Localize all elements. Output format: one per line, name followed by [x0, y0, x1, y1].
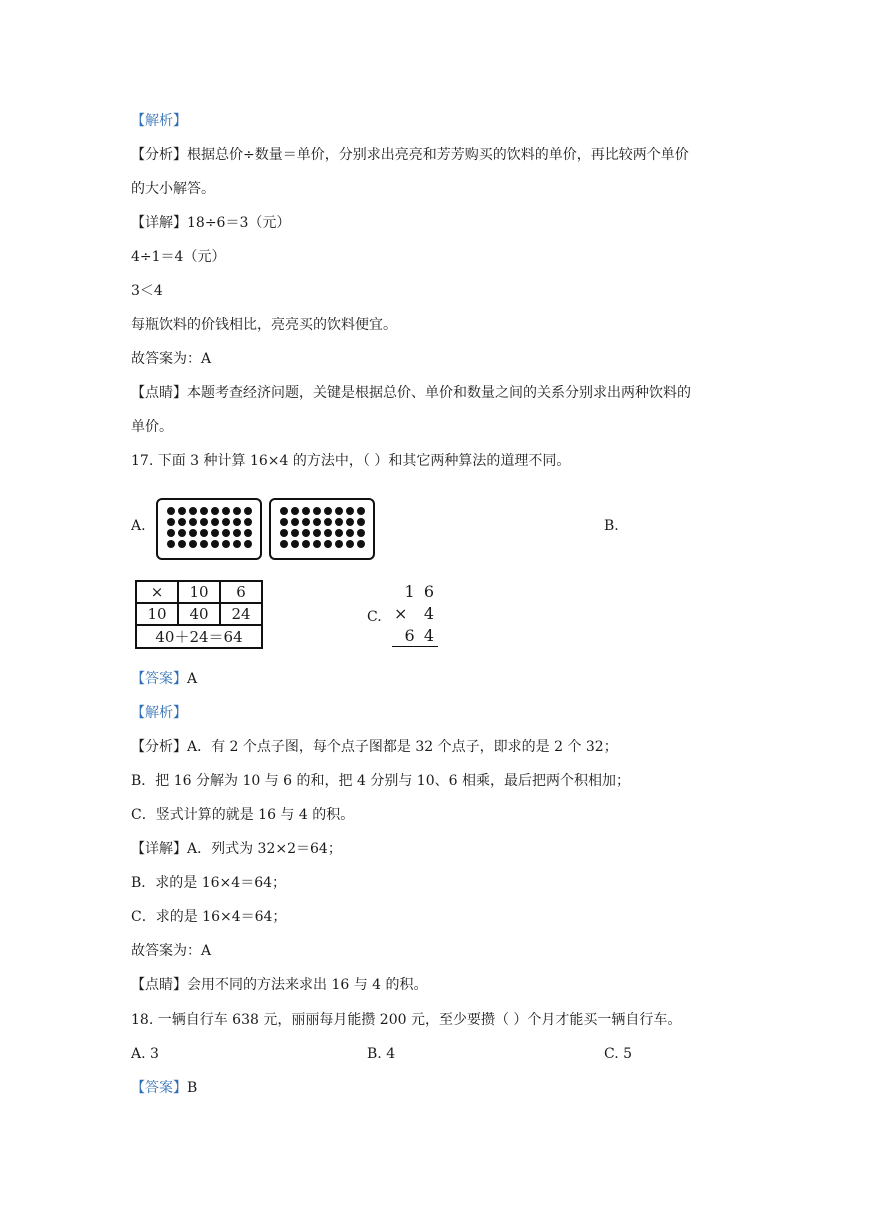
dot [324, 507, 332, 515]
dot [346, 518, 354, 526]
dot [244, 507, 252, 515]
option-b: B. 4 [367, 1046, 396, 1062]
table-cell: 10 [136, 603, 178, 625]
dot [233, 529, 241, 537]
detail-line: 3＜4 [131, 283, 163, 299]
dot [233, 518, 241, 526]
dot [302, 518, 310, 526]
dot [244, 518, 252, 526]
dot [280, 518, 288, 526]
dot [189, 507, 197, 515]
dot [280, 540, 288, 548]
dot [222, 540, 230, 548]
dot [222, 529, 230, 537]
dot [200, 529, 208, 537]
dot [167, 507, 175, 515]
analysis-text-continued: 的大小解答。 [131, 181, 215, 197]
dot [346, 507, 354, 515]
dot [335, 540, 343, 548]
detail-line: B．求的是 16×4＝64； [131, 875, 287, 891]
analysis-text: 【分析】根据总价÷数量＝单价，分别求出亮亮和芳芳购买的饮料的单价，再比较两个单价 [131, 147, 689, 163]
dot [302, 529, 310, 537]
dot [357, 529, 365, 537]
dot [244, 529, 252, 537]
option-a-label: A. [131, 518, 146, 534]
dot [280, 507, 288, 515]
dot-array-figure [269, 498, 375, 560]
dot [324, 529, 332, 537]
option-b-label: B. [604, 518, 619, 534]
dot [280, 529, 288, 537]
detail-line: C．求的是 16×4＝64； [131, 909, 287, 925]
dot [291, 518, 299, 526]
dot [291, 540, 299, 548]
analysis-text: B．把 16 分解为 10 与 6 的和，把 4 分别与 10、6 相乘，最后把两个积相加； [131, 773, 630, 789]
dot [302, 540, 310, 548]
multiplicand: 1 6 [404, 582, 436, 601]
vertical-calculation [392, 582, 440, 648]
dot [313, 507, 321, 515]
dot [313, 518, 321, 526]
dot [291, 507, 299, 515]
section-label-analysis: 【解析】 [131, 705, 187, 721]
dot [200, 540, 208, 548]
answer-value: A [187, 671, 198, 687]
analysis-text: C．竖式计算的就是 16 与 4 的积。 [131, 807, 355, 823]
dot [178, 507, 186, 515]
dot [357, 540, 365, 548]
option-c: C. 5 [604, 1046, 633, 1062]
question-18: 18. 一辆自行车 638 元，丽丽每月能攒 200 元，至少要攒（ ）个月才能买一辆自行车。 [131, 1012, 682, 1028]
dot [335, 507, 343, 515]
dot [324, 518, 332, 526]
dot [167, 518, 175, 526]
dot [313, 540, 321, 548]
question-17: 17. 下面 3 种计算 16×4 的方法中，（ ）和其它两种算法的道理不同。 [131, 453, 571, 469]
dot [222, 518, 230, 526]
table-cell: × [136, 581, 178, 603]
detail-line: 4÷1＝4（元） [131, 249, 226, 265]
dot [357, 518, 365, 526]
detail-text: 【详解】A．列式为 32×2＝64； [131, 841, 342, 857]
dot-array-figure [156, 498, 262, 560]
answer-label: 【答案】 [131, 1080, 187, 1096]
dot [233, 540, 241, 548]
table-cell: 40 [178, 603, 220, 625]
dot [302, 507, 310, 515]
dot [189, 518, 197, 526]
answer-line: 故答案为：A [131, 351, 212, 367]
answer-line: 故答案为：A [131, 943, 212, 959]
dot [357, 507, 365, 515]
dot [346, 540, 354, 548]
dot [313, 529, 321, 537]
detail-text: 【详解】18÷6＝3（元） [131, 215, 291, 231]
analysis-text: 【分析】A．有 2 个点子图，每个点子图都是 32 个点子，即求的是 2 个 32； [131, 739, 618, 755]
dot [335, 518, 343, 526]
answer-17 [131, 669, 197, 689]
table-total: 40＋24＝64 [136, 625, 262, 648]
dot [178, 529, 186, 537]
dot [222, 507, 230, 515]
product: 6 4 [404, 626, 436, 645]
dot [178, 518, 186, 526]
dot [211, 507, 219, 515]
comment-text: 【点睛】会用不同的方法来求出 16 与 4 的积。 [131, 977, 428, 993]
dot [167, 540, 175, 548]
section-label-analysis: 【解析】 [131, 113, 187, 129]
comment-text: 【点睛】本题考查经济问题，关键是根据总价、单价和数量之间的关系分别求出两种饮料的 [131, 385, 691, 401]
dot [200, 518, 208, 526]
multiply-sign: × [394, 604, 408, 623]
detail-line: 每瓶饮料的价钱相比，亮亮买的饮料便宜。 [131, 317, 397, 333]
dot [189, 529, 197, 537]
option-a: A. 3 [131, 1046, 159, 1062]
dot [211, 529, 219, 537]
dot [335, 529, 343, 537]
answer-label: 【答案】 [131, 671, 187, 687]
multiplier: 4 [423, 604, 434, 623]
option-c-label: C. [367, 609, 382, 625]
answer-18 [131, 1078, 197, 1098]
dot [233, 507, 241, 515]
answer-value: B [187, 1080, 198, 1096]
dot [211, 518, 219, 526]
multiplication-table [135, 580, 263, 649]
dot [167, 529, 175, 537]
dot [211, 540, 219, 548]
table-cell: 6 [220, 581, 262, 603]
dot [244, 540, 252, 548]
dot [200, 507, 208, 515]
dot [291, 529, 299, 537]
comment-text-continued: 单价。 [131, 419, 173, 435]
dot [189, 540, 197, 548]
dot [324, 540, 332, 548]
dot [346, 529, 354, 537]
table-cell: 10 [178, 581, 220, 603]
dot [178, 540, 186, 548]
table-cell: 24 [220, 603, 262, 625]
